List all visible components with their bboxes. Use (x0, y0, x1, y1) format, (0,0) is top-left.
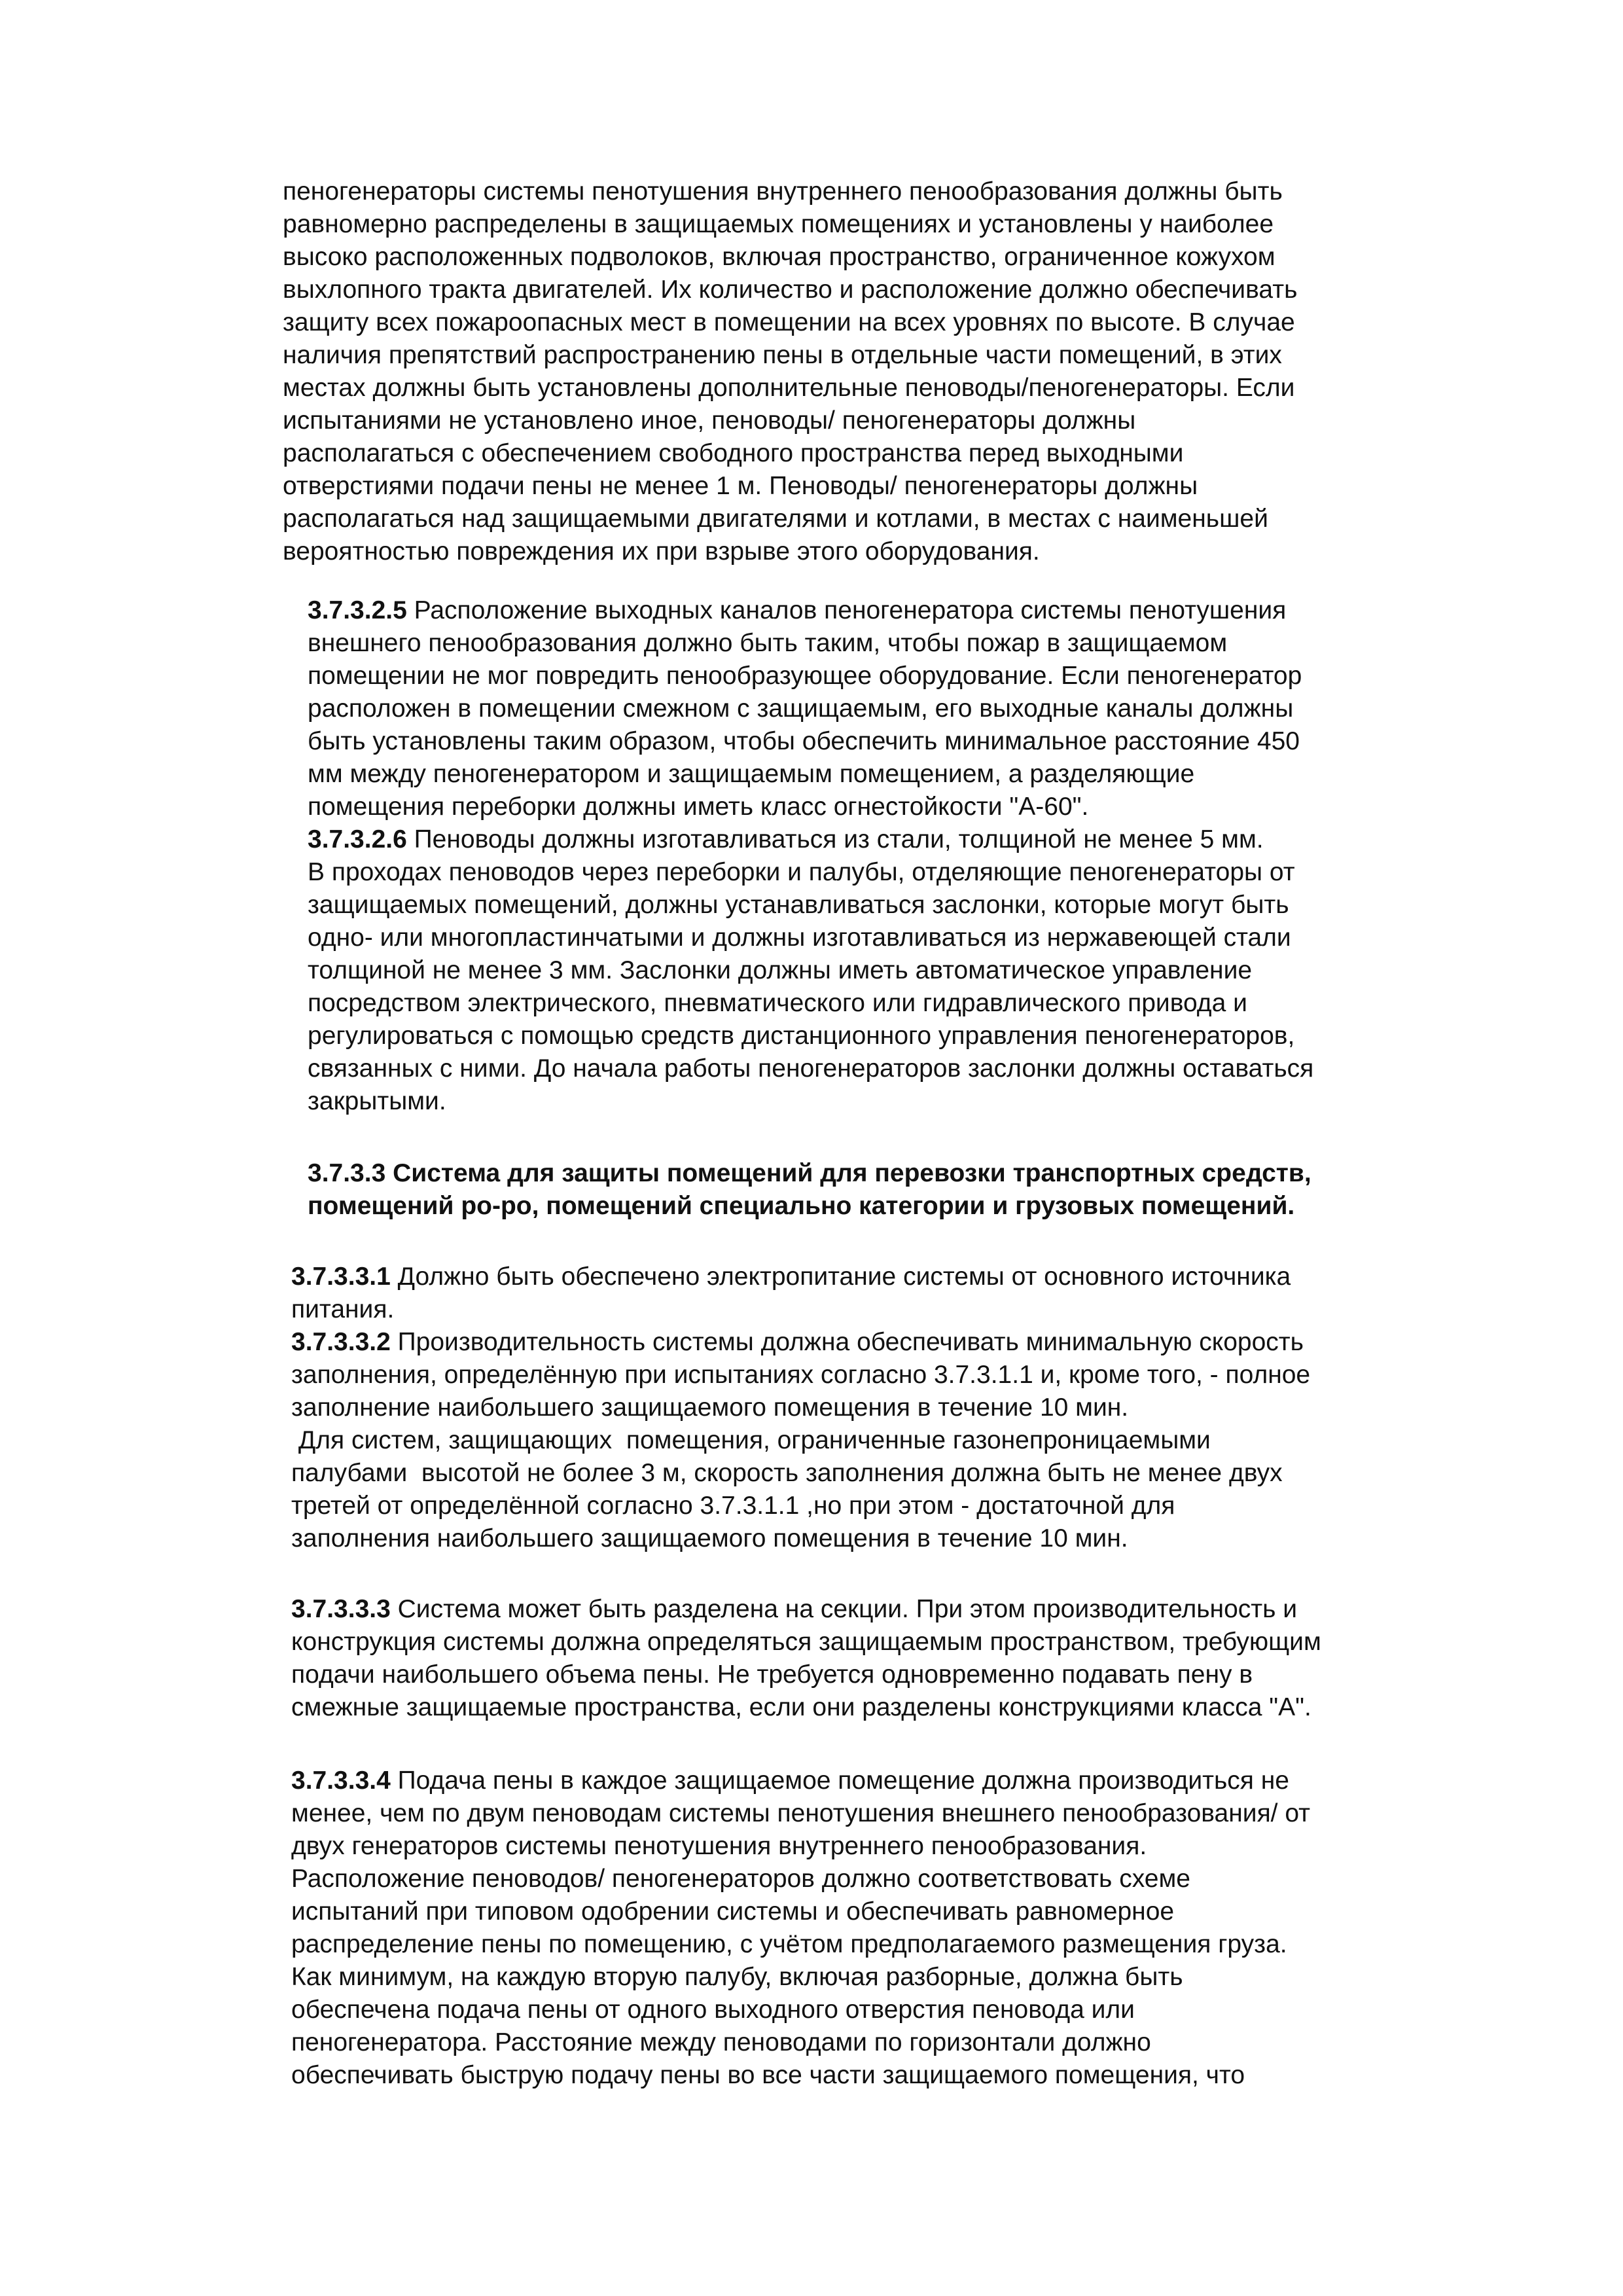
text-line: Расположение выходных каналов пеногенератора системы пенотушения (406, 596, 1287, 624)
text-line: менее, чем по двум пеноводам системы пенотушения внешнего пенообразования/ от (291, 1799, 1311, 1827)
paragraph-number: 3.7.3.2.5 (308, 596, 407, 624)
text-line: заполнения наибольшего защищаемого помещения в течение 10 мин. (291, 1524, 1128, 1552)
text-line: закрытыми. (308, 1087, 446, 1115)
paragraph-number: 3.7.3.3.4 (291, 1767, 391, 1795)
text-line: располагаться над защищаемыми двигателями и котлами, в местах с наименьшей (283, 505, 1268, 533)
text-line: вероятностью повреждения их при взрыве этого оборудования. (283, 537, 1040, 565)
text-line: толщиной не менее 3 мм. Заслонки должны иметь автоматическое управление (308, 956, 1253, 984)
text-line: Система может быть разделена на секции. При этом производительность и (390, 1595, 1298, 1623)
paragraph-3-7-3-3-4 (291, 1765, 1310, 2092)
text-line: защищаемых помещений, должны устанавливаться заслонки, которые могут быть (308, 891, 1289, 919)
text-line: Подача пены в каждое защищаемое помещение должна производиться не (390, 1767, 1289, 1795)
text-line: В проходах пеноводов через переборки и палубы, отделяющие пеногенераторы от (308, 858, 1295, 886)
heading-line: 3.7.3.3 Система для защиты помещений для перевозки транспортных средств, (308, 1159, 1311, 1187)
text-line: заполнения, определённую при испытаниях согласно 3.7.3.1.1 и, кроме того, - полное (291, 1361, 1311, 1389)
text-line: Как минимум, на каждую вторую палубу, включая разборные, должна быть (291, 1963, 1183, 1991)
text-line: отверстиями подачи пены не менее 1 м. Пеноводы/ пеногенераторы должны (283, 472, 1198, 500)
text-line: конструкция системы должна определяться защищаемым пространством, требующим (291, 1628, 1321, 1656)
text-line: заполнение наибольшего защищаемого помещения в течение 10 мин. (291, 1393, 1129, 1422)
text-line: Пеноводы должны изготавливаться из стали, толщиной не менее 5 мм. (406, 825, 1264, 853)
text-line: быть установлены таким образом, чтобы обеспечить минимальное расстояние 450 (308, 727, 1300, 755)
paragraph-number: 3.7.3.3.2 (291, 1328, 391, 1356)
text-line: одно- или многопластинчатыми и должны изготавливаться из нержавеющей стали (308, 924, 1291, 952)
text-line: пеногенератора. Расстояние между пеноводами по горизонтали должно (291, 2028, 1151, 2056)
paragraph-number: 3.7.3.3.1 (291, 1263, 391, 1291)
text-line: Должно быть обеспечено электропитание системы от основного источника (390, 1263, 1291, 1291)
text-line: помещения переборки должны иметь класс огнестойкости "А-60". (308, 793, 1089, 821)
paragraph-intro (283, 175, 1297, 568)
paragraph-number: 3.7.3.3.3 (291, 1595, 391, 1623)
text-line: местах должны быть установлены дополнительные пеноводы/пеногенераторы. Если (283, 374, 1295, 402)
text-line: обеспечивать быструю подачу пены во все части защищаемого помещения, что (291, 2061, 1245, 2089)
text-line: расположен в помещении смежном с защищаемым, его выходные каналы должны (308, 694, 1294, 723)
text-line: мм между пеногенератором и защищаемым помещением, а разделяющие (308, 760, 1195, 788)
text-line: двух генераторов системы пенотушения внутреннего пенообразования. (291, 1832, 1147, 1860)
text-line: наличия препятствий распространению пены в отдельные части помещений, в этих (283, 341, 1282, 369)
text-line: высоко расположенных подволоков, включая пространство, ограниченное кожухом (283, 243, 1275, 271)
text-line: распределение пены по помещению, с учётом предполагаемого размещения груза. (291, 1930, 1287, 1958)
text-line: обеспечена подача пены от одного выходного отверстия пеновода или (291, 1996, 1135, 2024)
text-line: внешнего пенообразования должно быть таким, чтобы пожар в защищаемом (308, 629, 1228, 657)
text-line: Производительность системы должна обеспечивать минимальную скорость (390, 1328, 1304, 1356)
paragraph-3-7-3-3-2 (291, 1326, 1310, 1555)
text-line: палубами высотой не более 3 м, скорость заполнения должна быть не менее двух (291, 1459, 1283, 1487)
text-line: Расположение пеноводов/ пеногенераторов должно соответствовать схеме (291, 1865, 1190, 1893)
text-line: равномерно распределены в защищаемых помещениях и установлены у наиболее (283, 210, 1274, 238)
text-line: посредством электрического, пневматического или гидравлического привода и (308, 989, 1247, 1017)
text-line: выхлопного тракта двигателей. Их количество и расположение должно обеспечивать (283, 276, 1298, 304)
text-line: питания. (291, 1295, 395, 1323)
paragraph-3-7-3-3-3 (291, 1593, 1321, 1724)
text-line: Для систем, защищающих помещения, ограниченные газонепроницаемыми (291, 1426, 1211, 1454)
heading-line: помещений ро-ро, помещений специально категории и грузовых помещений. (308, 1192, 1295, 1220)
text-line: располагаться с обеспечением свободного пространства перед выходными (283, 439, 1184, 467)
text-line: смежные защищаемые пространства, если они разделены конструкциями класса "А". (291, 1693, 1311, 1721)
text-line: третей от определённой согласно 3.7.3.1.1 ,но при этом - достаточной для (291, 1492, 1175, 1520)
text-line: помещении не мог повредить пенообразующее оборудование. Если пеногенератор (308, 662, 1302, 690)
paragraph-3-7-3-2-6 (308, 823, 1313, 1118)
text-line: пеногенераторы системы пенотушения внутреннего пенообразования должны быть (283, 177, 1283, 206)
text-line: испытаниями не установлено иное, пеноводы/ пеногенераторы должны (283, 406, 1136, 435)
text-line: испытаний при типовом одобрении системы и обеспечивать равномерное (291, 1897, 1175, 1926)
text-line: подачи наибольшего объема пены. Не требуется одновременно подавать пену в (291, 1660, 1253, 1689)
text-line: регулироваться с помощью средств дистанционного управления пеногенераторов, (308, 1022, 1295, 1050)
paragraph-3-7-3-2-5 (308, 594, 1302, 823)
paragraph-3-7-3-3-1 (291, 1261, 1291, 1326)
paragraph-number: 3.7.3.2.6 (308, 825, 407, 853)
text-line: защиту всех пожароопасных мест в помещении на всех уровнях по высоте. В случае (283, 308, 1295, 336)
text-line: связанных с ними. До начала работы пеногенераторов заслонки должны оставаться (308, 1054, 1314, 1083)
section-heading-3-7-3-3 (308, 1157, 1311, 1223)
